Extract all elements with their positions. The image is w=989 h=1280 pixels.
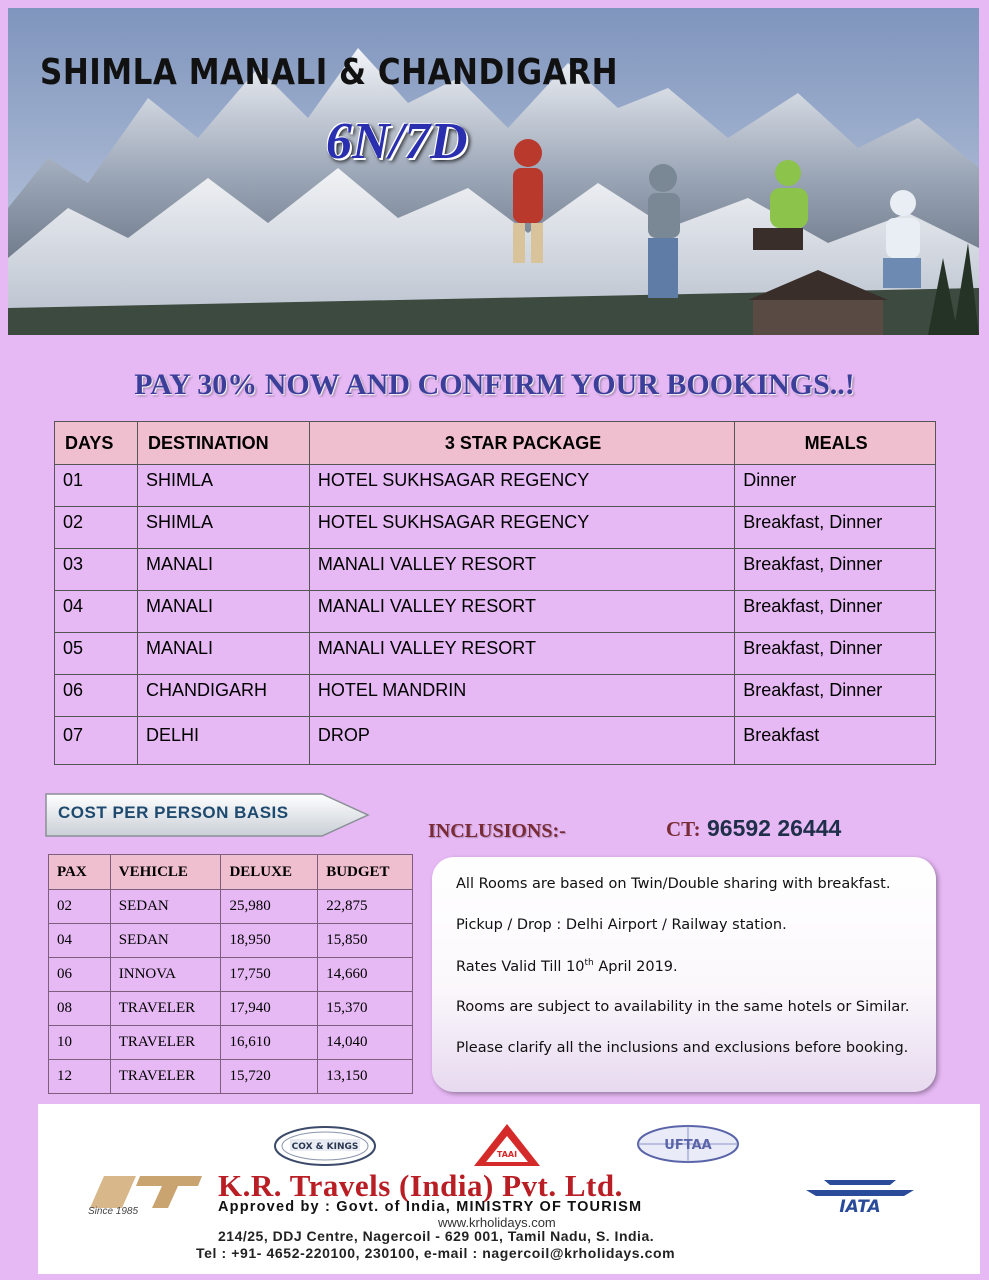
- hotel-cell: MANALI VALLEY RESORT: [309, 591, 734, 633]
- day-cell: 06: [55, 675, 138, 717]
- vehicle-cell: TRAVELER: [110, 992, 221, 1026]
- hotel-cell: HOTEL MANDRIN: [309, 675, 734, 717]
- destination-cell: MANALI: [137, 549, 309, 591]
- destination-cell: SHIMLA: [137, 507, 309, 549]
- banner-duration: 6N/7D: [326, 113, 468, 170]
- deluxe-cell: 17,940: [221, 992, 318, 1026]
- cost-per-person-label: [44, 792, 370, 838]
- inclusions-title: INCLUSIONS:-: [428, 820, 566, 842]
- deluxe-cell: 16,610: [221, 1026, 318, 1060]
- hotel-cell: HOTEL SUKHSAGAR REGENCY: [309, 507, 734, 549]
- inclusion-item: Please clarify all the inclusions and exclusions before booking.: [456, 1040, 909, 1056]
- itinerary-table: [54, 421, 936, 765]
- day-cell: 05: [55, 633, 138, 675]
- inclusion-text: Rates Valid Till 10: [456, 958, 585, 975]
- day-cell: 07: [55, 717, 138, 765]
- vehicle-cell: TRAVELER: [110, 1060, 221, 1094]
- table-row: [49, 958, 413, 992]
- banner-title: SHIMLA MANALI & CHANDIGARH: [40, 52, 619, 94]
- header-pax: PAX: [49, 855, 111, 890]
- meals-cell: Breakfast, Dinner: [735, 549, 936, 591]
- table-row: [55, 717, 936, 765]
- contact-number: [666, 815, 841, 842]
- budget-cell: 15,850: [318, 924, 413, 958]
- header-budget: BUDGET: [318, 855, 413, 890]
- destination-cell: MANALI: [137, 591, 309, 633]
- meals-cell: Breakfast, Dinner: [735, 591, 936, 633]
- table-row: [49, 924, 413, 958]
- table-row: [55, 549, 936, 591]
- budget-cell: 15,370: [318, 992, 413, 1026]
- day-cell: 02: [55, 507, 138, 549]
- destination-cell: DELHI: [137, 717, 309, 765]
- meals-cell: Breakfast, Dinner: [735, 633, 936, 675]
- inclusion-text: April 2019.: [593, 958, 678, 975]
- deluxe-cell: 25,980: [221, 890, 318, 924]
- inclusions-box: [432, 857, 936, 1092]
- budget-cell: 13,150: [318, 1060, 413, 1094]
- inclusion-item: Pickup / Drop : Delhi Airport / Railway station.: [456, 917, 787, 933]
- meals-cell: Dinner: [735, 465, 936, 507]
- meals-cell: Breakfast, Dinner: [735, 675, 936, 717]
- inclusion-sup: th: [584, 958, 594, 968]
- table-row: [49, 1060, 413, 1094]
- approval-text: Approved by : Govt. of India, MINISTRY OF TOURISM: [218, 1199, 643, 1215]
- inclusion-item: [456, 958, 678, 975]
- destination-cell: SHIMLA: [137, 465, 309, 507]
- cost-header-row: [49, 855, 413, 890]
- vehicle-cell: TRAVELER: [110, 1026, 221, 1060]
- table-row: [55, 507, 936, 549]
- day-cell: 03: [55, 549, 138, 591]
- since-text: Since 1985: [88, 1206, 139, 1217]
- header-days: DAYS: [55, 422, 138, 465]
- table-row: [55, 675, 936, 717]
- telephone-email: Tel : +91- 4652-220100, 230100, e-mail : nagercoil@krholidays.com: [196, 1245, 676, 1261]
- inclusion-item: All Rooms are based on Twin/Double sharing with breakfast.: [456, 876, 891, 892]
- header-destination: DESTINATION: [137, 422, 309, 465]
- iata-text: IATA: [839, 1197, 881, 1216]
- pax-cell: 04: [49, 924, 111, 958]
- budget-cell: 22,875: [318, 890, 413, 924]
- contact-prefix: CT:: [666, 817, 701, 841]
- itinerary-header-row: [55, 422, 936, 465]
- table-row: [55, 465, 936, 507]
- table-row: [55, 591, 936, 633]
- day-cell: 04: [55, 591, 138, 633]
- header-package: 3 STAR PACKAGE: [309, 422, 734, 465]
- taai-logo: [472, 1122, 542, 1168]
- vehicle-cell: SEDAN: [110, 924, 221, 958]
- hotel-cell: DROP: [309, 717, 734, 765]
- table-row: [55, 633, 936, 675]
- table-row: [49, 1026, 413, 1060]
- iata-logo: [804, 1172, 916, 1216]
- deluxe-cell: 17,750: [221, 958, 318, 992]
- deluxe-cell: 15,720: [221, 1060, 318, 1094]
- headline: PAY 30% NOW AND CONFIRM YOUR BOOKINGS..!: [134, 368, 855, 401]
- uftaa-logo: [635, 1124, 741, 1164]
- uftaa-text: UFTAA: [664, 1138, 712, 1153]
- cost-table: [48, 854, 413, 1094]
- contact-phone: 96592 26444: [707, 815, 842, 841]
- meals-cell: Breakfast: [735, 717, 936, 765]
- table-row: [49, 992, 413, 1026]
- kr-logo: [86, 1174, 206, 1210]
- cost-label-text: COST PER PERSON BASIS: [58, 803, 289, 822]
- hotel-cell: MANALI VALLEY RESORT: [309, 633, 734, 675]
- meals-cell: Breakfast, Dinner: [735, 507, 936, 549]
- vehicle-cell: INNOVA: [110, 958, 221, 992]
- address-text: 214/25, DDJ Centre, Nagercoil - 629 001, Tamil Nadu, S. India.: [218, 1228, 655, 1244]
- destination-cell: MANALI: [137, 633, 309, 675]
- table-row: [49, 890, 413, 924]
- pax-cell: 02: [49, 890, 111, 924]
- pax-cell: 08: [49, 992, 111, 1026]
- pax-cell: 10: [49, 1026, 111, 1060]
- header-vehicle: VEHICLE: [110, 855, 221, 890]
- cox-kings-logo: [272, 1124, 378, 1168]
- company-name: K.R. Travels (India) Pvt. Ltd.: [218, 1168, 623, 1203]
- header-deluxe: DELUXE: [221, 855, 318, 890]
- cox-kings-text: COX & KINGS: [291, 1142, 359, 1152]
- inclusion-item: Rooms are subject to availability in the same hotels or Similar.: [456, 999, 910, 1015]
- hotel-cell: HOTEL SUKHSAGAR REGENCY: [309, 465, 734, 507]
- website-link[interactable]: www.krholidays.com: [438, 1215, 556, 1230]
- hotel-cell: MANALI VALLEY RESORT: [309, 549, 734, 591]
- pax-cell: 06: [49, 958, 111, 992]
- vehicle-cell: SEDAN: [110, 890, 221, 924]
- destination-cell: CHANDIGARH: [137, 675, 309, 717]
- header-meals: MEALS: [735, 422, 936, 465]
- pax-cell: 12: [49, 1060, 111, 1094]
- budget-cell: 14,040: [318, 1026, 413, 1060]
- deluxe-cell: 18,950: [221, 924, 318, 958]
- taai-text: TAAI: [496, 1150, 518, 1159]
- hero-banner: [8, 8, 979, 335]
- day-cell: 01: [55, 465, 138, 507]
- budget-cell: 14,660: [318, 958, 413, 992]
